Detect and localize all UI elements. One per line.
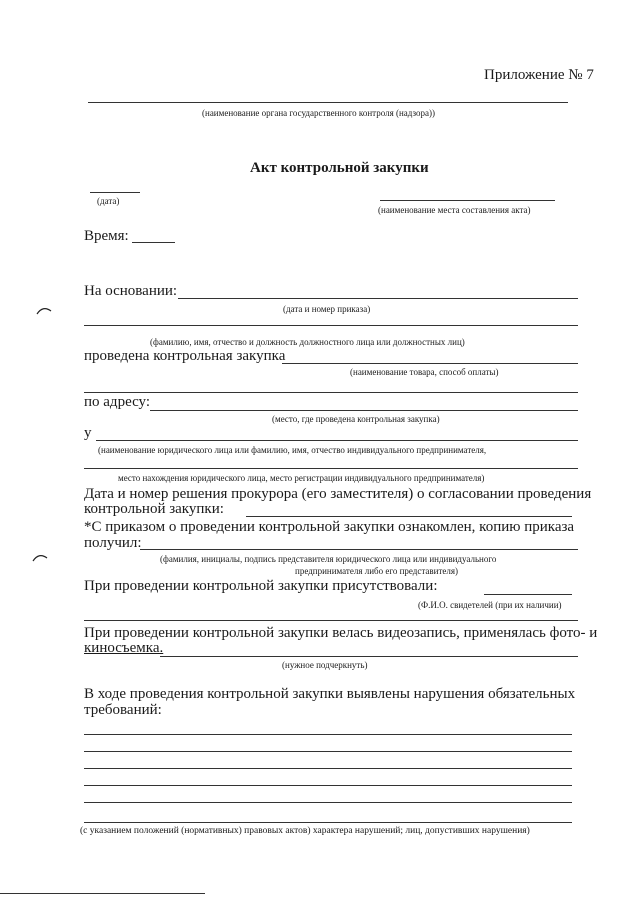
representative-caption-2: предпринимателя либо его представителя) — [295, 566, 459, 576]
address-caption: (место, где проведена контрольная закупка) — [272, 414, 440, 424]
margin-mark-icon — [36, 305, 52, 315]
violations-field-line-6[interactable] — [84, 822, 572, 823]
violations-field-line-2[interactable] — [84, 751, 572, 752]
authority-caption: (наименование органа государственного контроля (надзора)) — [202, 108, 435, 118]
date-line[interactable] — [90, 192, 140, 193]
goods-caption: (наименование товара, способ оплаты) — [350, 367, 499, 377]
entity-caption-1: (наименование юридического лица или фамилию, имя, отчество индивидуального предпринимателя, — [98, 445, 487, 455]
entity-line[interactable] — [96, 440, 578, 441]
witnesses-line-2[interactable] — [84, 620, 578, 621]
appendix-number: Приложение № 7 — [484, 67, 594, 83]
representative-line[interactable] — [140, 549, 578, 550]
place-caption: (наименование места составления акта) — [378, 205, 531, 215]
representative-caption-1: (фамилия, инициалы, подпись представителя юридического лица или индивидуального — [160, 554, 497, 564]
officials-caption: (фамилию, имя, отчество и должность должностного лица или должностных лиц) — [150, 337, 465, 347]
violations-field-line-4[interactable] — [84, 785, 572, 786]
prosecutor-field-line[interactable] — [246, 516, 572, 517]
video-line-2: киносъемка. — [84, 640, 164, 656]
margin-mark-icon — [32, 552, 48, 562]
violations-field-line-5[interactable] — [84, 802, 572, 803]
date-caption: (дата) — [97, 196, 120, 206]
entity-line-2[interactable] — [84, 468, 578, 469]
purchase-label: проведена контрольная закупка — [84, 348, 286, 364]
witnesses-caption: (Ф.И.О. свидетелей (при их наличии) — [418, 600, 562, 610]
address-line[interactable] — [150, 410, 578, 411]
violations-field-line-1[interactable] — [84, 734, 572, 735]
basis-label: На основании: — [84, 283, 178, 299]
goods-line-2[interactable] — [84, 392, 578, 393]
document-title: Акт контрольной закупки — [250, 160, 429, 176]
entity-caption-2: место нахождения юридического лица, место регистрации индивидуального предпринимателя) — [118, 473, 485, 483]
order-caption: (дата и номер приказа) — [283, 304, 371, 314]
acquainted-line-2: получил: — [84, 535, 142, 551]
video-field-line[interactable] — [160, 656, 578, 657]
violations-line-1: В ходе проведения контрольной закупки выявлены нарушения обязательных — [84, 686, 576, 702]
at-label: у — [84, 425, 92, 441]
violations-line-2: требований: — [84, 702, 162, 718]
prosecutor-line-2: контрольной закупки: — [84, 501, 224, 517]
present-label: При проведении контрольной закупки присутствовали: — [84, 578, 438, 594]
witnesses-line[interactable] — [484, 594, 572, 595]
time-line[interactable] — [132, 242, 175, 243]
violations-caption: (с указанием положений (нормативных) правовых актов) характера нарушений; лиц, допустивших нарушения) — [80, 826, 530, 836]
place-line[interactable] — [380, 200, 555, 201]
authority-line[interactable] — [88, 102, 568, 103]
basis-line[interactable] — [178, 298, 578, 299]
prosecutor-line-1: Дата и номер решения прокурора (его заместителя) о согласовании проведения — [84, 486, 592, 502]
officials-line[interactable] — [84, 325, 578, 326]
underline-caption: (нужное подчеркнуть) — [282, 660, 368, 670]
footnote-separator — [0, 893, 205, 894]
video-line-1: При проведении контрольной закупки велась видеозапись, применялась фото- и — [84, 625, 598, 641]
acquainted-line-1: *С приказом о проведении контрольной закупки ознакомлен, копию приказа — [84, 519, 575, 535]
address-label: по адресу: — [84, 394, 151, 410]
violations-field-line-3[interactable] — [84, 768, 572, 769]
time-label: Время: — [84, 228, 129, 244]
goods-line[interactable] — [282, 363, 578, 364]
